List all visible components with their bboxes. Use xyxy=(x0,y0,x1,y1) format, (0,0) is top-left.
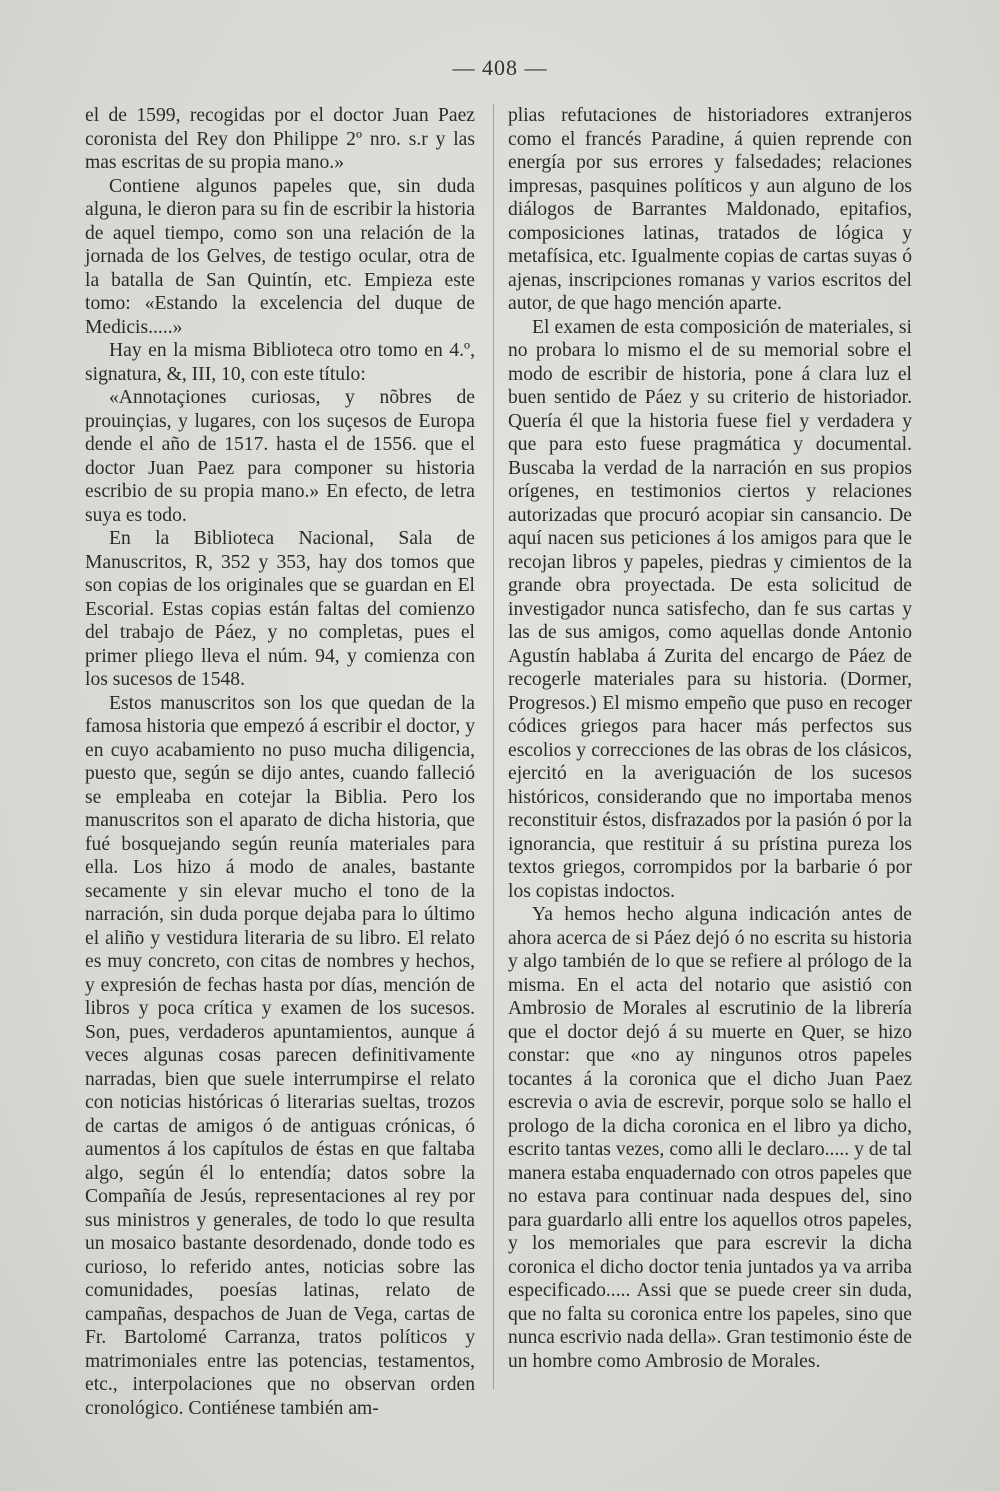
paragraph: plias refutaciones de historiadores extranjeros como el francés Paradine, á quien reprende con energía por sus errores y falsedades; relaciones impresas, pasquines políticos y aun alguno de los diálogos de Barrantes Maldonado, epitafios, composiciones latinas, tratados de lógica y metafísica, etc. Igualmente copias de cartas suyas ó ajenas, inscripciones romanas y varios escritos del autor, de que hago mención aparte. xyxy=(508,105,912,314)
column-divider xyxy=(493,104,494,1389)
paragraph: En la Biblioteca Nacional, Sala de Manuscritos, R, 352 y 353, hay dos tomos que son copias de los originales que se guardan en El Escorial. Estas copias están faltas del comienzo del trabajo de Páez, y no completas, pues el primer pliego lleva el núm. 94, y comienza con los sucesos de 1548. xyxy=(85,528,475,690)
paragraph: Hay en la misma Biblioteca otro tomo en 4.º, signatura, &, III, 10, con este título: xyxy=(85,340,475,385)
paragraph: El examen de esta composición de materiales, si no probara lo mismo el de su memorial sobre el modo de escribir de historia, pone á clara luz el buen sentido de Páez y su criterio de historiador. Quería él que la historia fuese fiel y verdadera y que para esto fuese pragmática y documental. Buscaba la verdad de la narración en sus propios orígenes, en testimonios ciertos y relaciones autorizadas que procuró acopiar sin cansancio. De aquí nacen sus peticiones á los amigos para que le recojan libros y papeles, piedras y cimientos de la grande obra proyectada. De esta solicitud de investigador nunca satisfecho, dan fe sus cartas y las de sus amigos, como aquellas donde Antonio Agustín hablaba á Zurita del encargo de Páez de recogerle materiales para su historia. (Dormer, Progresos.) El mismo empeño que puso en recoger códices griegos para hacer más perfectos sus escolios y correcciones de las obras de los clásicos, ejercitó en la averiguación de los sucesos históricos, considerando que no importaba menos reconstituir éstos, disfrazados por la pasión ó por la ignorancia, que restituir á su prístina pureza los textos griegos, corrompidos por la barbarie ó por los copistas indoctos. xyxy=(508,316,912,902)
left-column xyxy=(85,104,475,1420)
paragraph: Contiene algunos papeles que, sin duda alguna, le dieron para su fin de escribir la historia de aquel tiempo, como son una relación de la jornada de los Gelves, de testigo ocular, otra de la batalla de San Quintín, etc. Empieza este tomo: «Estando la excelencia del duque de Medicis.....» xyxy=(85,175,475,338)
page-number: — 408 — xyxy=(452,55,548,80)
right-column xyxy=(508,104,912,1373)
paragraph: el de 1599, recogidas por el doctor Juan Paez coronista del Rey don Philippe 2º nro. s.r y las mas escritas de su propia mano.» xyxy=(85,105,475,173)
paragraph: Estos manuscritos son los que quedan de la famosa historia que empezó á escribir el doctor, y en cuyo acabamiento no puso mucha diligencia, puesto que, según se dijo antes, cuando falleció se empleaba en cotejar la Biblia. Pero los manuscritos son el aparato de dicha historia, que fué bosquejando según reunía materiales para ella. Los hizo á modo de anales, bastante secamente y sin elevar mucho el tono de la narración, sin duda porque dejaba para lo último el aliño y vestidura literaria de su libro. El relato es muy concreto, con citas de nombres y hechos, y expresión de fechas hasta por días, mención de libros y poca crítica y examen de los sucesos. Son, pues, verdaderos apuntamientos, aunque á veces algunas cosas parecen definitivamente narradas, bien que suele interrumpirse el relato con noticias históricas ó literarias sueltas, trozos de cartas de amigos ó de antiguas crónicas, ó aumentos á los capítulos de éstas en que faltaba algo, según él lo entendía; datos sobre la Compañía de Jesús, representaciones al rey por sus ministros y generales, de todo lo que resulta un mosaico bastante desordenado, donde todo es curioso, lo referido antes, noticias sobre las comunidades, poesías latinas, relato de campañas, despachos de Juan de Vega, cartas de Fr. Bartolomé Carranza, tratos políticos y matrimoniales entre las potencias, testamentos, etc., interpolaciones que no observan orden cronológico. Contiénese también am- xyxy=(85,692,475,1419)
paragraph: «Annotaçiones curiosas, y nõbres de prouinçias, y lugares, con los suçesos de Europa dende el año de 1517. hasta el de 1556. que el doctor Juan Paez para componer su historia escribio de su propia mano.» En efecto, de letra suya es todo. xyxy=(85,387,475,526)
paragraph: Ya hemos hecho alguna indicación antes de ahora acerca de si Páez dejó ó no escrita su historia y algo también de lo que se refiere al prólogo de la misma. En el acta del notario que asistió con Ambrosio de Morales al escrutinio de la librería que el doctor dejó á su muerte en Quer, se hizo constar: que «no ay ningunos otros papeles tocantes á la coronica que el dicho Juan Paez escrevia o avia de escrevir, porque solo se hallo el prologo de la dicha coronica en el libro ya dicho, escrito tantas vezes, como alli le declaro..... y de tal manera estaba enquadernado con otros papeles que no estava para continuar nada despues del, sino para guardarlo alli entre los aquellos otros papeles, y los memoriales que para escrevir la dicha coronica el dicho doctor tenia juntados ya va arriba especificado..... Assi que se puede creer sin duda, que no falta su coronica entre los papeles, sino que nunca escrivio nada della». Gran testimonio éste de un hombre como Ambrosio de Morales. xyxy=(508,904,912,1372)
